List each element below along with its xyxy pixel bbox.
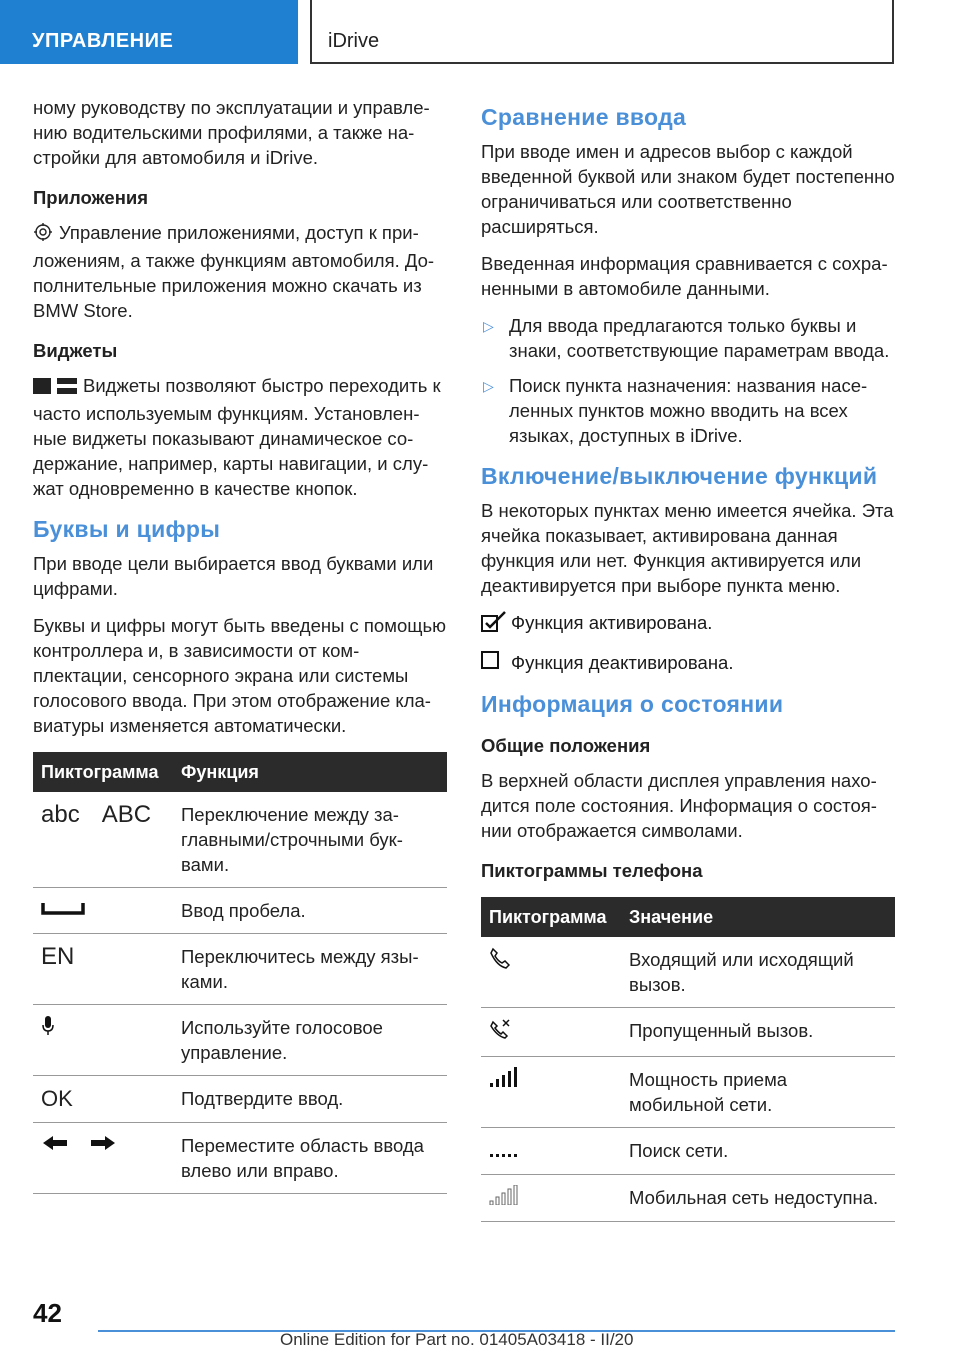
- table-row: [481, 1175, 895, 1222]
- table-row: [33, 1123, 447, 1194]
- widgets-heading: Виджеты: [33, 340, 118, 361]
- page-number: 42: [33, 1298, 62, 1328]
- checkbox-empty-icon: [481, 650, 511, 676]
- general-paragraph: В верхней области дисплея управления находится поле состояния. Информация о состоянии отображается символами.: [481, 770, 877, 841]
- network-search-icon: [489, 1141, 519, 1162]
- row-text: Переключение между заглавными/строчными буквами.: [173, 792, 447, 888]
- intro-paragraph: ному руководству по эксплуатации и управлению водительскими профилями, а также настройки для автомобиля и iDrive.: [33, 97, 430, 168]
- row-text: Используйте голосовое управление.: [173, 1005, 447, 1076]
- microphone-icon: [41, 1020, 55, 1041]
- table-row: [33, 1005, 447, 1076]
- col-function: Функция: [173, 752, 447, 792]
- apps-gear-icon: [33, 222, 53, 248]
- phone-call-icon-cell: [481, 937, 621, 1008]
- language-icon: EN: [41, 943, 75, 970]
- arrows-left-right-icon: [41, 1135, 117, 1156]
- phone-table: [481, 897, 895, 1222]
- row-text: Мобильная сеть недоступна.: [621, 1175, 895, 1222]
- toggle-paragraph: В некоторых пунктах меню имеется ячейка. Эта ячейка показывает, активирована данная функция или нет. Функция активируется или деактивируется при выборе пункта меню.: [481, 500, 894, 596]
- deactivated-text: Функция деактивирована.: [511, 652, 734, 673]
- right-column: [481, 95, 895, 1222]
- signal-strength-icon: [489, 1070, 519, 1091]
- letters-paragraph-1: При вводе цели выбирается ввод буквами или цифрами.: [33, 553, 434, 599]
- triangle-bullet-icon: ▷: [483, 318, 494, 334]
- network-search-icon-cell: [481, 1128, 621, 1175]
- left-column: [33, 95, 447, 1194]
- table-row: [481, 1128, 895, 1175]
- section-title: УПРАВЛЕНИЕ: [32, 30, 174, 52]
- row-text: Поиск сети.: [621, 1128, 895, 1175]
- table-row: [481, 937, 895, 1008]
- microphone-icon-cell: [33, 1005, 173, 1076]
- row-text: Входящий или исходящий вызов.: [621, 937, 895, 1008]
- compare-heading: Сравнение ввода: [481, 104, 687, 130]
- col-meaning: Значение: [621, 897, 895, 937]
- apps-paragraph: [33, 220, 447, 323]
- col-pictogram: Пиктограмма: [481, 897, 621, 937]
- col-pictogram: Пиктограмма: [33, 752, 173, 792]
- missed-call-icon: [489, 1023, 511, 1044]
- list-item: [481, 373, 895, 448]
- table-row: [481, 1057, 895, 1128]
- row-text: Переместите область ввода влево или вправо.: [173, 1123, 447, 1194]
- case-icon-cell: [33, 792, 173, 888]
- footer-edition: Online Edition for Part no. 01405A03418 - II/20: [280, 1330, 634, 1349]
- table-row: [481, 1008, 895, 1057]
- uppercase-icon: ABC: [101, 801, 152, 828]
- phone-call-icon: [489, 952, 511, 973]
- language-icon-cell: [33, 934, 173, 1005]
- table-row: [33, 888, 447, 934]
- compare-paragraph-1: При вводе имен и адресов выбор с каждой введенной буквой или знаком будет постепенно ограничиваться или соответственно расширяться.: [481, 141, 895, 237]
- arrows-icon-cell: [33, 1123, 173, 1194]
- header-title-box: [310, 0, 894, 64]
- activated-text: Функция активирована.: [511, 612, 713, 633]
- row-text: Подтвердите ввод.: [173, 1076, 447, 1123]
- space-bar-icon: [41, 900, 85, 921]
- no-network-icon-cell: [481, 1175, 621, 1222]
- widgets-text: Виджеты позволяют быстро переходить к часто используемым функциям. Установленные виджеты показывают динамическое содержание, например, карты навигации, и служат одновременно в качестве кнопок.: [33, 375, 441, 499]
- ok-icon: OK: [41, 1086, 73, 1111]
- bullet-text: Поиск пункта назначения: названия населенных пунктов можно вводить на всех языках, доступных в iDrive.: [509, 375, 868, 446]
- table-row: [33, 934, 447, 1005]
- no-network-icon: [489, 1188, 519, 1209]
- bullet-text: Для ввода предлагаются только буквы и знаки, соответствующие параметрам ввода.: [509, 315, 890, 361]
- signal-icon-cell: [481, 1057, 621, 1128]
- toggle-heading: Включение/выключение функций: [481, 463, 878, 489]
- header-section: [0, 0, 298, 64]
- general-heading: Общие положения: [481, 735, 651, 756]
- apps-heading: Приложения: [33, 187, 149, 208]
- widgets-paragraph: [33, 373, 447, 501]
- phone-heading: Пиктограммы телефона: [481, 860, 703, 881]
- table-row: [33, 792, 447, 888]
- widgets-icon: [33, 376, 77, 401]
- compare-paragraph-2: Введенная информация сравнивается с сохраненными в автомобиле данными.: [481, 253, 888, 299]
- checkbox-checked-icon: [481, 610, 511, 638]
- letters-paragraph-2: Буквы и цифры могут быть введены с помощью контроллера и, в зависимости от комплектации, сенсорного экрана или системы голосового ввода. При этом отображение клавиатуры изменяется автоматически.: [33, 615, 446, 736]
- list-item: [481, 313, 895, 363]
- compare-bullets: [481, 313, 895, 448]
- table-row: [33, 1076, 447, 1123]
- status-heading: Информация о состоянии: [481, 691, 784, 717]
- missed-call-icon-cell: [481, 1008, 621, 1057]
- space-icon-cell: [33, 888, 173, 934]
- triangle-bullet-icon: ▷: [483, 378, 494, 394]
- table-header-row: [33, 752, 447, 792]
- letters-table: [33, 752, 447, 1194]
- lowercase-icon: abc: [41, 801, 80, 828]
- deactivated-line: [481, 650, 895, 676]
- row-text: Пропущенный вызов.: [621, 1008, 895, 1057]
- ok-icon-cell: [33, 1076, 173, 1123]
- letters-heading: Буквы и цифры: [33, 516, 221, 542]
- table-header-row: [481, 897, 895, 937]
- row-text: Ввод пробела.: [173, 888, 447, 934]
- apps-text: Управление приложениями, доступ к приложениям, а также функциям автомобиля. Дополнительные приложения можно скачать из BMW Store.: [33, 222, 435, 321]
- row-text: Переключитесь между языками.: [173, 934, 447, 1005]
- page-title: iDrive: [328, 30, 380, 52]
- activated-line: [481, 610, 895, 638]
- row-text: Мощность приема мобильной сети.: [621, 1057, 895, 1128]
